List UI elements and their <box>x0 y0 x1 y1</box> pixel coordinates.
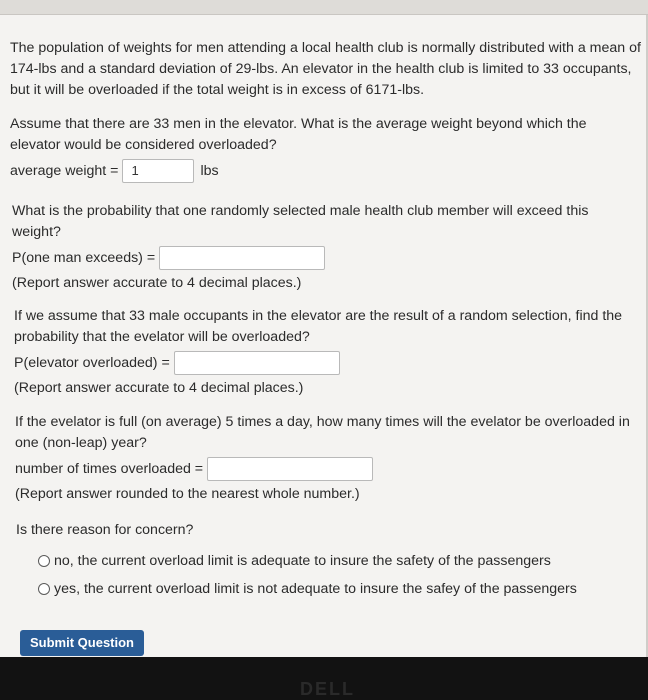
option-no-label: no, the current overload limit is adequate to insure the safety of the passengers <box>54 552 551 569</box>
average-weight-row <box>10 156 610 186</box>
question-1-text: Assume that there are 33 men in the elevator. What is the average weight beyond which the elevator would be considered overloaded? <box>10 116 587 153</box>
question-4 <box>15 412 643 505</box>
question-2 <box>12 201 622 294</box>
monitor-bezel <box>0 657 648 700</box>
option-yes[interactable] <box>38 575 636 603</box>
average-weight-input[interactable]: 1 <box>122 159 194 183</box>
average-weight-unit: lbs <box>200 163 219 179</box>
problem-intro: The population of weights for men attending a local health club is normally distributed with a mean of 174-lbs and a standard deviation of 29-lbs. An elevator in the health club is limited to 33 occupants, but it will be overloaded if the total weight is in excess of 6171-lbs. <box>10 40 641 98</box>
times-overloaded-label: number of times overloaded = <box>15 460 204 477</box>
question-3-note: (Report answer accurate to 4 decimal places.) <box>14 380 304 396</box>
question-panel <box>0 15 648 657</box>
average-weight-label: average weight = <box>10 162 119 179</box>
radio-button-no[interactable] <box>38 555 50 567</box>
question-5 <box>16 520 636 603</box>
question-2-text: What is the probability that one randomly selected male health club member will exceed this weight? <box>12 203 589 240</box>
option-yes-label: yes, the current overload limit is not adequate to insure the safey of the passengers <box>54 580 577 597</box>
radio-button-yes[interactable] <box>38 583 50 595</box>
times-overloaded-input[interactable] <box>207 457 373 481</box>
option-no[interactable] <box>38 547 636 575</box>
elevator-overloaded-label: P(elevator overloaded) = <box>14 354 170 371</box>
question-3 <box>14 306 639 399</box>
question-1 <box>10 114 610 186</box>
top-strip <box>0 0 648 15</box>
one-man-exceeds-input[interactable] <box>159 246 325 270</box>
elevator-overloaded-input[interactable] <box>174 351 340 375</box>
question-4-text: If the evelator is full (on average) 5 times a day, how many times will the evelator be overloaded in one (non-leap) year? <box>15 414 630 451</box>
elevator-overloaded-row <box>14 348 639 378</box>
question-2-note: (Report answer accurate to 4 decimal places.) <box>12 275 302 291</box>
question-3-text: If we assume that 33 male occupants in the elevator are the result of a random selection, find the probability that the evelator will be overloaded? <box>14 308 623 345</box>
times-overloaded-row <box>15 454 643 484</box>
monitor-logo: DELL <box>300 679 355 699</box>
question-5-text: Is there reason for concern? <box>16 522 194 538</box>
submit-question-button[interactable]: Submit Question <box>20 630 144 656</box>
question-4-note: (Report answer rounded to the nearest whole number.) <box>15 486 360 502</box>
one-man-exceeds-label: P(one man exceeds) = <box>12 249 156 266</box>
one-man-exceeds-row <box>12 243 622 273</box>
